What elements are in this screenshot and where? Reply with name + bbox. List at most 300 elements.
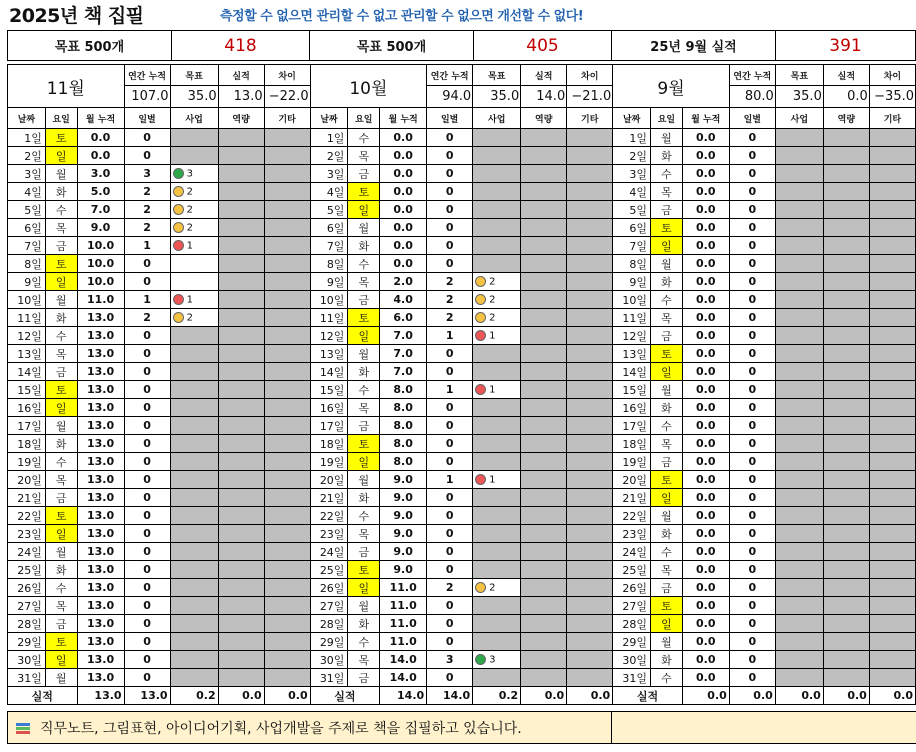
- day-daily-count[interactable]: 0: [729, 381, 775, 399]
- day-daily-count[interactable]: 0: [729, 561, 775, 579]
- day-monthly-cum[interactable]: 11.0: [380, 615, 427, 633]
- day-other[interactable]: [264, 273, 310, 291]
- day-other[interactable]: [869, 291, 915, 309]
- day-business[interactable]: [775, 309, 823, 327]
- day-capacity[interactable]: [218, 489, 264, 507]
- day-daily-count[interactable]: 0: [729, 471, 775, 489]
- day-date[interactable]: 5일: [310, 201, 348, 219]
- day-capacity[interactable]: [521, 471, 567, 489]
- col-header-dow[interactable]: 요일: [348, 108, 380, 129]
- day-other[interactable]: [264, 507, 310, 525]
- day-business[interactable]: [170, 579, 218, 597]
- day-monthly-cum[interactable]: 7.0: [380, 327, 427, 345]
- day-daily-count[interactable]: 0: [427, 453, 473, 471]
- day-daily-count[interactable]: 1: [427, 471, 473, 489]
- total-business[interactable]: 0.0: [775, 687, 823, 705]
- day-monthly-cum[interactable]: 9.0: [380, 525, 427, 543]
- day-date[interactable]: 11일: [310, 309, 348, 327]
- day-monthly-cum[interactable]: 13.0: [77, 381, 124, 399]
- day-weekday[interactable]: 금: [45, 363, 77, 381]
- day-business[interactable]: [775, 327, 823, 345]
- day-capacity[interactable]: [218, 381, 264, 399]
- day-business[interactable]: [170, 201, 218, 219]
- day-business[interactable]: [473, 219, 521, 237]
- day-date[interactable]: 31일: [613, 669, 651, 687]
- day-business[interactable]: [170, 417, 218, 435]
- day-other[interactable]: [869, 399, 915, 417]
- day-business[interactable]: [775, 417, 823, 435]
- day-monthly-cum[interactable]: 0.0: [682, 165, 729, 183]
- day-capacity[interactable]: [218, 183, 264, 201]
- day-date[interactable]: 23일: [310, 525, 348, 543]
- day-monthly-cum[interactable]: 13.0: [77, 507, 124, 525]
- day-capacity[interactable]: [521, 597, 567, 615]
- day-weekday[interactable]: 목: [348, 147, 380, 165]
- day-daily-count[interactable]: 0: [729, 435, 775, 453]
- day-date[interactable]: 30일: [8, 651, 46, 669]
- day-weekday[interactable]: 목: [45, 219, 77, 237]
- day-monthly-cum[interactable]: 9.0: [380, 561, 427, 579]
- day-business[interactable]: [775, 651, 823, 669]
- day-weekday[interactable]: 일: [651, 237, 683, 255]
- day-business[interactable]: [170, 633, 218, 651]
- day-other[interactable]: [567, 309, 613, 327]
- day-date[interactable]: 11일: [613, 309, 651, 327]
- day-date[interactable]: 20일: [8, 471, 46, 489]
- day-weekday[interactable]: 목: [348, 651, 380, 669]
- day-capacity[interactable]: [218, 417, 264, 435]
- day-weekday[interactable]: 일: [651, 615, 683, 633]
- day-business[interactable]: [170, 669, 218, 687]
- day-date[interactable]: 16일: [613, 399, 651, 417]
- day-daily-count[interactable]: 0: [124, 633, 170, 651]
- month-name[interactable]: 10월: [310, 65, 427, 108]
- day-date[interactable]: 28일: [8, 615, 46, 633]
- day-weekday[interactable]: 일: [45, 273, 77, 291]
- day-date[interactable]: 3일: [310, 165, 348, 183]
- col-header-other[interactable]: 기타: [869, 108, 915, 129]
- stat-value-actual[interactable]: 14.0: [521, 86, 567, 108]
- day-daily-count[interactable]: 0: [729, 453, 775, 471]
- day-capacity[interactable]: [823, 291, 869, 309]
- day-business[interactable]: [170, 651, 218, 669]
- day-daily-count[interactable]: 0: [427, 147, 473, 165]
- day-weekday[interactable]: 수: [348, 381, 380, 399]
- stat-label-diff[interactable]: 차이: [567, 65, 613, 86]
- day-business[interactable]: [473, 147, 521, 165]
- day-date[interactable]: 24일: [8, 543, 46, 561]
- day-daily-count[interactable]: 0: [427, 633, 473, 651]
- day-monthly-cum[interactable]: 8.0: [380, 381, 427, 399]
- day-capacity[interactable]: [218, 507, 264, 525]
- day-daily-count[interactable]: 0: [124, 345, 170, 363]
- day-weekday[interactable]: 일: [348, 201, 380, 219]
- day-daily-count[interactable]: 0: [124, 597, 170, 615]
- day-business[interactable]: [473, 561, 521, 579]
- day-other[interactable]: [869, 525, 915, 543]
- day-daily-count[interactable]: 0: [124, 579, 170, 597]
- day-other[interactable]: [567, 543, 613, 561]
- day-capacity[interactable]: [521, 165, 567, 183]
- day-monthly-cum[interactable]: 13.0: [77, 471, 124, 489]
- day-business[interactable]: [473, 669, 521, 687]
- col-header-daily[interactable]: 일별: [124, 108, 170, 129]
- day-date[interactable]: 21일: [8, 489, 46, 507]
- day-capacity[interactable]: [823, 237, 869, 255]
- day-date[interactable]: 21일: [310, 489, 348, 507]
- day-weekday[interactable]: 월: [348, 597, 380, 615]
- day-other[interactable]: [869, 273, 915, 291]
- col-header-business[interactable]: 사업: [170, 108, 218, 129]
- day-capacity[interactable]: [218, 597, 264, 615]
- day-weekday[interactable]: 토: [348, 309, 380, 327]
- day-weekday[interactable]: 수: [651, 291, 683, 309]
- day-monthly-cum[interactable]: 7.0: [380, 363, 427, 381]
- day-daily-count[interactable]: 0: [729, 507, 775, 525]
- day-weekday[interactable]: 일: [348, 453, 380, 471]
- footer-text-cell[interactable]: [8, 712, 612, 744]
- day-other[interactable]: [869, 147, 915, 165]
- day-monthly-cum[interactable]: 0.0: [380, 237, 427, 255]
- day-date[interactable]: 17일: [310, 417, 348, 435]
- day-capacity[interactable]: [521, 561, 567, 579]
- day-monthly-cum[interactable]: 4.0: [380, 291, 427, 309]
- day-other[interactable]: [264, 345, 310, 363]
- day-weekday[interactable]: 일: [651, 363, 683, 381]
- day-business[interactable]: [775, 543, 823, 561]
- day-date[interactable]: 25일: [613, 561, 651, 579]
- day-daily-count[interactable]: 0: [427, 129, 473, 147]
- day-capacity[interactable]: [218, 561, 264, 579]
- day-daily-count[interactable]: 0: [729, 669, 775, 687]
- day-other[interactable]: [567, 381, 613, 399]
- day-capacity[interactable]: [218, 453, 264, 471]
- day-daily-count[interactable]: 0: [124, 669, 170, 687]
- day-weekday[interactable]: 화: [651, 273, 683, 291]
- day-monthly-cum[interactable]: 0.0: [682, 651, 729, 669]
- col-header-monthly-cum[interactable]: 월 누적: [380, 108, 427, 129]
- day-weekday[interactable]: 일: [45, 651, 77, 669]
- day-other[interactable]: [869, 255, 915, 273]
- day-monthly-cum[interactable]: 0.0: [682, 129, 729, 147]
- day-date[interactable]: 2일: [310, 147, 348, 165]
- day-daily-count[interactable]: 0: [427, 237, 473, 255]
- day-monthly-cum[interactable]: 7.0: [77, 201, 124, 219]
- day-monthly-cum[interactable]: 0.0: [380, 255, 427, 273]
- day-date[interactable]: 13일: [613, 345, 651, 363]
- day-business[interactable]: [775, 597, 823, 615]
- day-capacity[interactable]: [823, 219, 869, 237]
- day-monthly-cum[interactable]: 0.0: [682, 579, 729, 597]
- day-other[interactable]: [264, 633, 310, 651]
- day-weekday[interactable]: 월: [651, 507, 683, 525]
- day-daily-count[interactable]: 0: [427, 543, 473, 561]
- day-monthly-cum[interactable]: 0.0: [682, 327, 729, 345]
- day-date[interactable]: 20일: [310, 471, 348, 489]
- day-business[interactable]: [473, 543, 521, 561]
- day-business[interactable]: [775, 507, 823, 525]
- day-business[interactable]: [775, 273, 823, 291]
- day-daily-count[interactable]: 0: [729, 345, 775, 363]
- day-business[interactable]: [775, 435, 823, 453]
- day-weekday[interactable]: 일: [651, 489, 683, 507]
- day-daily-count[interactable]: 0: [729, 273, 775, 291]
- total-daily[interactable]: 14.0: [427, 687, 473, 705]
- day-capacity[interactable]: [218, 399, 264, 417]
- col-header-other[interactable]: 기타: [264, 108, 310, 129]
- day-daily-count[interactable]: 0: [124, 525, 170, 543]
- day-capacity[interactable]: [823, 651, 869, 669]
- day-daily-count[interactable]: 1: [124, 237, 170, 255]
- day-business[interactable]: [473, 273, 521, 291]
- month-name[interactable]: 9월: [613, 65, 730, 108]
- day-capacity[interactable]: [521, 399, 567, 417]
- day-date[interactable]: 19일: [613, 453, 651, 471]
- day-other[interactable]: [264, 399, 310, 417]
- day-monthly-cum[interactable]: 13.0: [77, 543, 124, 561]
- day-business[interactable]: [170, 435, 218, 453]
- day-capacity[interactable]: [521, 273, 567, 291]
- day-monthly-cum[interactable]: 3.0: [77, 165, 124, 183]
- day-monthly-cum[interactable]: 0.0: [682, 507, 729, 525]
- day-business[interactable]: [473, 129, 521, 147]
- day-weekday[interactable]: 목: [45, 471, 77, 489]
- day-business[interactable]: [473, 615, 521, 633]
- day-daily-count[interactable]: 0: [427, 507, 473, 525]
- day-other[interactable]: [264, 219, 310, 237]
- day-business[interactable]: [170, 381, 218, 399]
- day-weekday[interactable]: 월: [651, 129, 683, 147]
- day-date[interactable]: 13일: [310, 345, 348, 363]
- day-monthly-cum[interactable]: 0.0: [682, 633, 729, 651]
- day-weekday[interactable]: 화: [45, 183, 77, 201]
- day-capacity[interactable]: [521, 201, 567, 219]
- day-monthly-cum[interactable]: 0.0: [380, 201, 427, 219]
- day-capacity[interactable]: [823, 129, 869, 147]
- day-weekday[interactable]: 토: [348, 183, 380, 201]
- day-date[interactable]: 3일: [613, 165, 651, 183]
- day-business[interactable]: [170, 525, 218, 543]
- day-daily-count[interactable]: 1: [427, 327, 473, 345]
- day-daily-count[interactable]: 0: [427, 201, 473, 219]
- col-header-date[interactable]: 날짜: [613, 108, 651, 129]
- day-weekday[interactable]: 화: [651, 399, 683, 417]
- summary-value-oct[interactable]: 405: [474, 31, 612, 61]
- day-daily-count[interactable]: 0: [427, 183, 473, 201]
- day-other[interactable]: [264, 561, 310, 579]
- day-date[interactable]: 29일: [8, 633, 46, 651]
- day-date[interactable]: 15일: [310, 381, 348, 399]
- day-daily-count[interactable]: 0: [729, 147, 775, 165]
- day-date[interactable]: 12일: [613, 327, 651, 345]
- summary-value-sep[interactable]: 391: [776, 31, 916, 61]
- day-other[interactable]: [567, 165, 613, 183]
- day-date[interactable]: 27일: [8, 597, 46, 615]
- day-daily-count[interactable]: 0: [729, 219, 775, 237]
- day-daily-count[interactable]: 0: [729, 633, 775, 651]
- day-capacity[interactable]: [218, 327, 264, 345]
- day-daily-count[interactable]: 0: [427, 669, 473, 687]
- day-weekday[interactable]: 화: [348, 615, 380, 633]
- day-date[interactable]: 20일: [613, 471, 651, 489]
- day-business[interactable]: [473, 255, 521, 273]
- day-weekday[interactable]: 금: [348, 417, 380, 435]
- stat-label-diff[interactable]: 차이: [264, 65, 310, 86]
- day-date[interactable]: 25일: [310, 561, 348, 579]
- day-weekday[interactable]: 수: [651, 417, 683, 435]
- day-other[interactable]: [567, 345, 613, 363]
- day-weekday[interactable]: 수: [348, 633, 380, 651]
- day-date[interactable]: 10일: [310, 291, 348, 309]
- day-other[interactable]: [869, 183, 915, 201]
- day-capacity[interactable]: [823, 183, 869, 201]
- day-monthly-cum[interactable]: 13.0: [77, 417, 124, 435]
- stat-label-target[interactable]: 목표: [775, 65, 823, 86]
- day-daily-count[interactable]: 0: [124, 489, 170, 507]
- day-capacity[interactable]: [823, 525, 869, 543]
- day-monthly-cum[interactable]: 11.0: [380, 633, 427, 651]
- day-capacity[interactable]: [521, 525, 567, 543]
- day-monthly-cum[interactable]: 0.0: [380, 129, 427, 147]
- day-business[interactable]: [170, 183, 218, 201]
- day-weekday[interactable]: 화: [651, 651, 683, 669]
- day-monthly-cum[interactable]: 0.0: [682, 363, 729, 381]
- day-business[interactable]: [775, 219, 823, 237]
- day-weekday[interactable]: 화: [651, 147, 683, 165]
- day-monthly-cum[interactable]: 0.0: [682, 453, 729, 471]
- footer-empty-cell[interactable]: [612, 712, 916, 744]
- day-monthly-cum[interactable]: 0.0: [682, 669, 729, 687]
- day-daily-count[interactable]: 0: [729, 165, 775, 183]
- day-date[interactable]: 12일: [310, 327, 348, 345]
- day-other[interactable]: [264, 435, 310, 453]
- day-daily-count[interactable]: 0: [124, 543, 170, 561]
- total-capacity[interactable]: 0.0: [823, 687, 869, 705]
- total-business[interactable]: 0.2: [170, 687, 218, 705]
- day-business[interactable]: [473, 471, 521, 489]
- day-daily-count[interactable]: 0: [427, 615, 473, 633]
- day-weekday[interactable]: 토: [651, 597, 683, 615]
- day-weekday[interactable]: 화: [45, 309, 77, 327]
- day-business[interactable]: [775, 345, 823, 363]
- day-daily-count[interactable]: 3: [427, 651, 473, 669]
- day-other[interactable]: [567, 147, 613, 165]
- day-monthly-cum[interactable]: 0.0: [77, 129, 124, 147]
- day-other[interactable]: [869, 471, 915, 489]
- day-capacity[interactable]: [521, 507, 567, 525]
- day-business[interactable]: [473, 489, 521, 507]
- day-other[interactable]: [869, 435, 915, 453]
- col-header-capacity[interactable]: 역량: [823, 108, 869, 129]
- summary-label-nov[interactable]: 목표 500개: [8, 31, 172, 61]
- day-monthly-cum[interactable]: 9.0: [380, 489, 427, 507]
- day-monthly-cum[interactable]: 0.0: [682, 543, 729, 561]
- day-other[interactable]: [264, 363, 310, 381]
- day-other[interactable]: [869, 597, 915, 615]
- day-daily-count[interactable]: 0: [729, 363, 775, 381]
- day-business[interactable]: [775, 255, 823, 273]
- day-date[interactable]: 23일: [8, 525, 46, 543]
- day-business[interactable]: [775, 129, 823, 147]
- day-monthly-cum[interactable]: 0.0: [380, 165, 427, 183]
- day-capacity[interactable]: [521, 129, 567, 147]
- day-weekday[interactable]: 일: [45, 399, 77, 417]
- col-header-date[interactable]: 날짜: [310, 108, 348, 129]
- summary-value-nov[interactable]: 418: [172, 31, 310, 61]
- day-monthly-cum[interactable]: 13.0: [77, 309, 124, 327]
- day-date[interactable]: 6일: [8, 219, 46, 237]
- stat-label-diff[interactable]: 차이: [869, 65, 915, 86]
- day-monthly-cum[interactable]: 13.0: [77, 525, 124, 543]
- day-other[interactable]: [869, 633, 915, 651]
- day-capacity[interactable]: [218, 579, 264, 597]
- day-capacity[interactable]: [218, 345, 264, 363]
- day-date[interactable]: 28일: [613, 615, 651, 633]
- day-capacity[interactable]: [823, 363, 869, 381]
- day-date[interactable]: 29일: [310, 633, 348, 651]
- summary-label-oct[interactable]: 목표 500개: [310, 31, 474, 61]
- day-capacity[interactable]: [521, 615, 567, 633]
- stat-value-actual[interactable]: 13.0: [218, 86, 264, 108]
- day-business[interactable]: [170, 345, 218, 363]
- stat-value-diff[interactable]: −35.0: [869, 86, 915, 108]
- day-daily-count[interactable]: 0: [427, 561, 473, 579]
- day-weekday[interactable]: 토: [45, 255, 77, 273]
- day-monthly-cum[interactable]: 0.0: [682, 381, 729, 399]
- day-weekday[interactable]: 토: [45, 633, 77, 651]
- day-daily-count[interactable]: 0: [124, 615, 170, 633]
- total-other[interactable]: 0.0: [264, 687, 310, 705]
- day-date[interactable]: 25일: [8, 561, 46, 579]
- day-date[interactable]: 30일: [613, 651, 651, 669]
- day-other[interactable]: [264, 597, 310, 615]
- day-weekday[interactable]: 일: [348, 327, 380, 345]
- stat-value-target[interactable]: 35.0: [170, 86, 218, 108]
- day-business[interactable]: [170, 147, 218, 165]
- day-weekday[interactable]: 목: [651, 183, 683, 201]
- day-daily-count[interactable]: 0: [124, 363, 170, 381]
- day-capacity[interactable]: [823, 201, 869, 219]
- day-business[interactable]: [170, 543, 218, 561]
- day-date[interactable]: 18일: [310, 435, 348, 453]
- day-other[interactable]: [869, 615, 915, 633]
- day-weekday[interactable]: 수: [45, 327, 77, 345]
- day-date[interactable]: 8일: [310, 255, 348, 273]
- day-capacity[interactable]: [218, 633, 264, 651]
- day-weekday[interactable]: 화: [45, 435, 77, 453]
- day-capacity[interactable]: [823, 165, 869, 183]
- day-daily-count[interactable]: 2: [427, 309, 473, 327]
- day-capacity[interactable]: [521, 651, 567, 669]
- day-other[interactable]: [869, 201, 915, 219]
- day-other[interactable]: [869, 237, 915, 255]
- day-date[interactable]: 17일: [613, 417, 651, 435]
- day-date[interactable]: 5일: [613, 201, 651, 219]
- day-business[interactable]: [775, 237, 823, 255]
- summary-label-sep[interactable]: 25년 9월 실적: [612, 31, 776, 61]
- day-business[interactable]: [170, 219, 218, 237]
- day-other[interactable]: [264, 471, 310, 489]
- day-weekday[interactable]: 목: [348, 399, 380, 417]
- day-weekday[interactable]: 월: [348, 219, 380, 237]
- day-other[interactable]: [567, 237, 613, 255]
- day-business[interactable]: [775, 381, 823, 399]
- day-date[interactable]: 6일: [310, 219, 348, 237]
- day-weekday[interactable]: 수: [651, 543, 683, 561]
- day-other[interactable]: [567, 291, 613, 309]
- day-business[interactable]: [170, 129, 218, 147]
- day-date[interactable]: 26일: [310, 579, 348, 597]
